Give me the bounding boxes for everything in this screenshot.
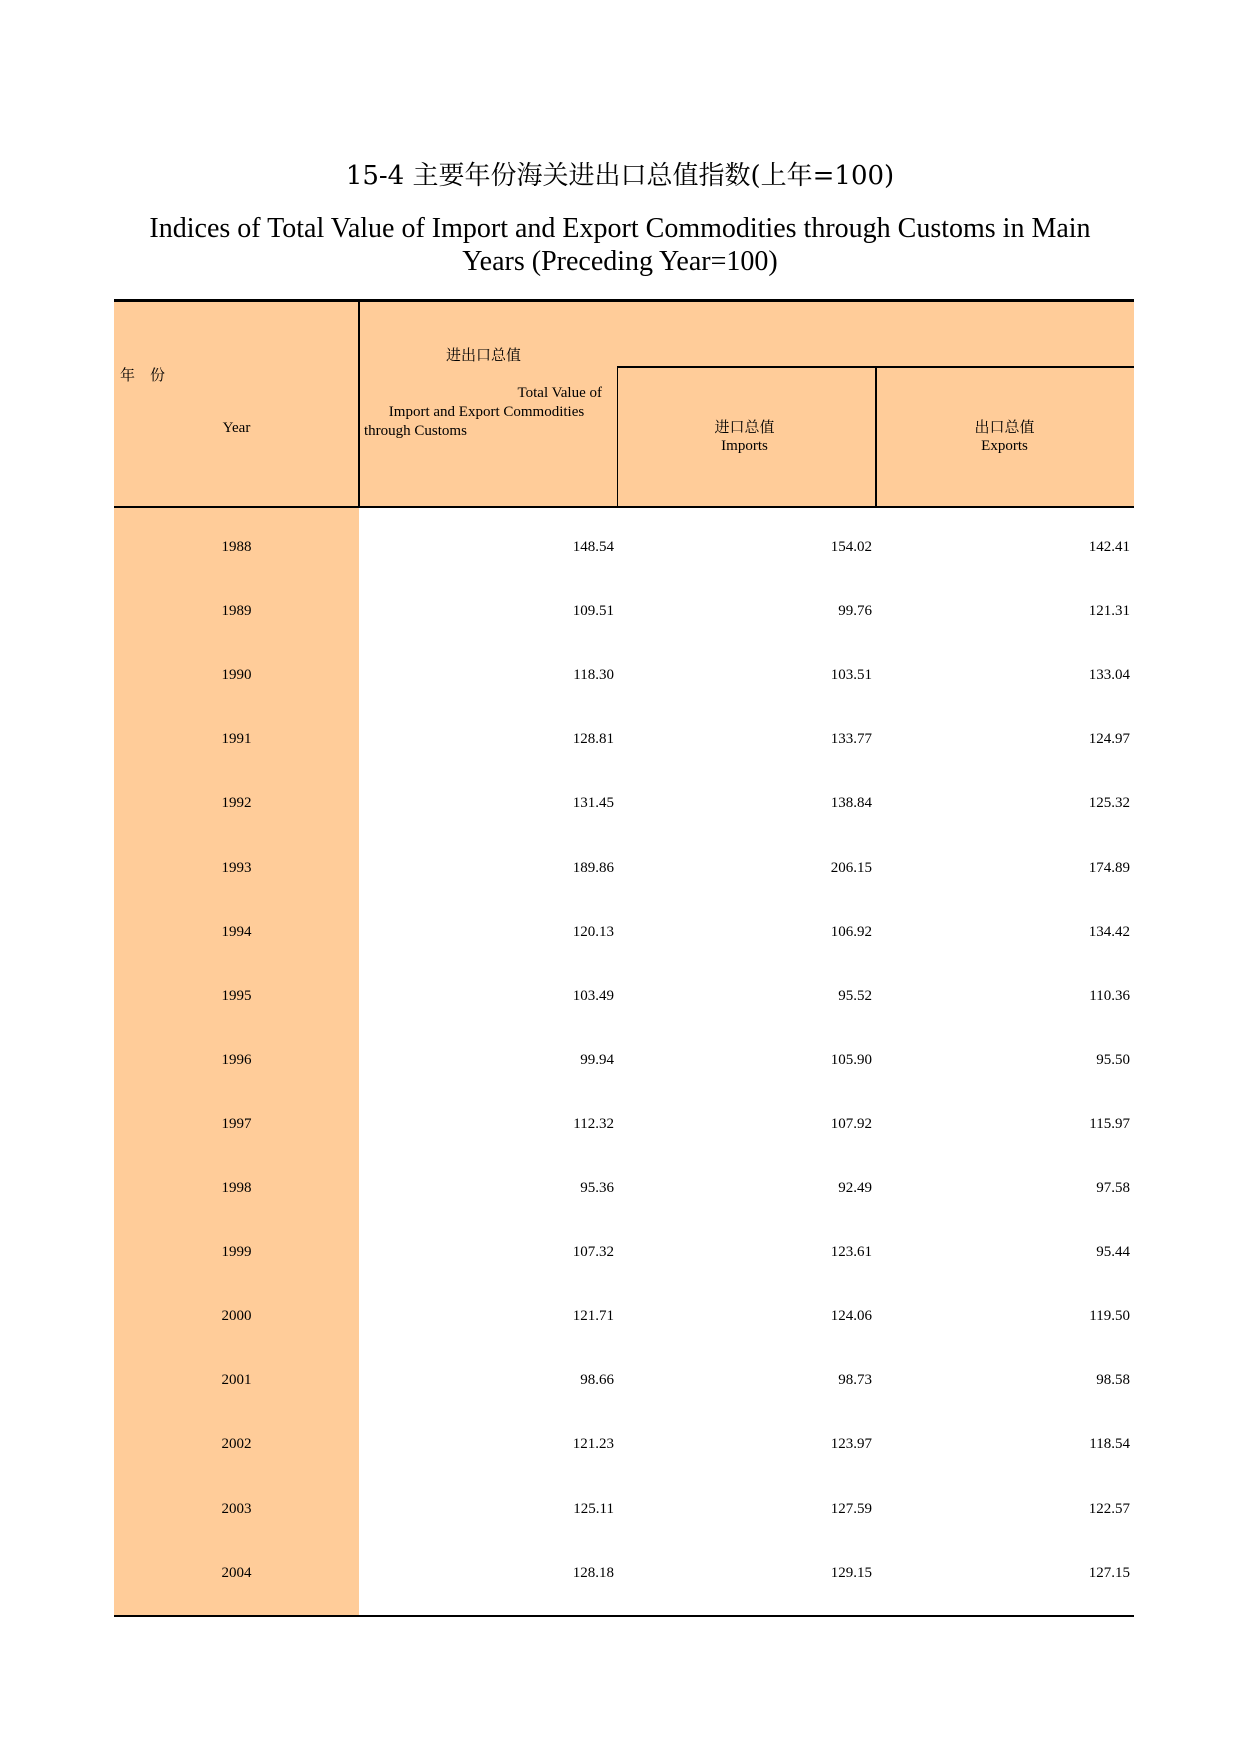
cell-year: 1994 (221, 923, 252, 940)
table-row (114, 1092, 1134, 1156)
cell-year: 2003 (221, 1500, 252, 1517)
cell-exports: 174.89 (1088, 859, 1130, 876)
header-total-en-2: Import and Export Commodities (388, 404, 585, 420)
table-row (114, 964, 1134, 1028)
table-row (114, 1028, 1134, 1092)
table-row (114, 1541, 1134, 1605)
cell-imports: 99.76 (838, 603, 872, 620)
cell-year: 1991 (221, 731, 252, 748)
cell-total: 99.94 (580, 1051, 614, 1068)
header-total-cn: 进出口总值 (446, 348, 522, 364)
cell-year: 2001 (221, 1372, 252, 1389)
cell-exports: 134.42 (1088, 923, 1130, 940)
cell-total: 109.51 (572, 603, 614, 620)
cell-total: 98.66 (580, 1372, 614, 1389)
cell-year: 1997 (221, 1115, 252, 1132)
header-bottom-rule (114, 506, 1134, 508)
cell-imports: 123.97 (830, 1436, 872, 1453)
header-divider-imports (617, 366, 618, 507)
table-row (114, 771, 1134, 835)
cell-total: 148.54 (572, 539, 614, 555)
cell-year: 1989 (221, 603, 252, 620)
cell-exports: 95.44 (1096, 1244, 1130, 1261)
header-imports-en: Imports (721, 438, 768, 454)
cell-imports: 154.02 (830, 539, 872, 555)
cell-total: 107.32 (572, 1244, 614, 1261)
cell-year: 1992 (221, 795, 252, 812)
cell-exports: 142.41 (1088, 539, 1130, 555)
header-total-en-1: Total Value of (517, 385, 602, 401)
cell-total: 128.18 (572, 1564, 614, 1581)
cell-imports: 206.15 (830, 859, 872, 876)
table-row (114, 515, 1134, 579)
header-year-en: Year (222, 420, 251, 436)
page-title-cn: 15-4 主要年份海关进出口总值指数(上年=100) (345, 161, 895, 191)
cell-year: 1995 (221, 987, 252, 1004)
cell-year: 1996 (221, 1051, 252, 1068)
header-divider-year (358, 299, 360, 507)
cell-total: 95.36 (580, 1180, 614, 1196)
cell-total: 189.86 (572, 859, 614, 876)
data-table (114, 299, 1134, 1617)
cell-imports: 124.06 (830, 1308, 872, 1325)
cell-exports: 125.32 (1088, 795, 1130, 812)
top-rule (114, 299, 1134, 302)
cell-exports: 121.31 (1088, 603, 1130, 620)
cell-year: 1998 (221, 1180, 252, 1196)
cell-year: 2000 (221, 1308, 252, 1325)
cell-total: 121.71 (572, 1308, 614, 1325)
cell-total: 112.32 (573, 1115, 614, 1132)
cell-imports: 129.15 (830, 1564, 872, 1581)
cell-total: 118.30 (573, 667, 614, 684)
cell-exports: 98.58 (1096, 1372, 1130, 1389)
table-row (114, 579, 1134, 643)
header-divider-exports (875, 366, 877, 507)
cell-exports: 110.36 (1089, 987, 1130, 1004)
header-total-en-3: through Customs (364, 423, 467, 439)
table-row (114, 1348, 1134, 1412)
cell-imports: 98.73 (838, 1372, 872, 1389)
cell-imports: 103.51 (830, 667, 872, 684)
cell-total: 128.81 (572, 731, 614, 748)
table-row (114, 1477, 1134, 1541)
cell-imports: 106.92 (830, 923, 872, 940)
cell-year: 1990 (221, 667, 252, 684)
cell-imports: 105.90 (830, 1051, 872, 1068)
header-background (114, 299, 1134, 507)
cell-imports: 127.59 (830, 1500, 872, 1517)
cell-exports: 122.57 (1088, 1500, 1130, 1517)
table-row (114, 1156, 1134, 1220)
cell-exports: 95.50 (1096, 1051, 1130, 1068)
cell-imports: 138.84 (830, 795, 872, 812)
page-title-en: Indices of Total Value of Import and Export Commodities through Customs in Main Years (Preceding Year=100) (149, 213, 1091, 277)
cell-year: 1999 (221, 1244, 252, 1261)
table-row (114, 900, 1134, 964)
header-year-cn: 年 份 (120, 368, 166, 384)
table-row (114, 1412, 1134, 1476)
cell-year: 1988 (221, 539, 252, 555)
cell-exports: 115.97 (1089, 1115, 1130, 1132)
cell-total: 103.49 (572, 987, 614, 1004)
cell-exports: 119.50 (1089, 1308, 1130, 1325)
table-row (114, 836, 1134, 900)
cell-exports: 97.58 (1096, 1180, 1130, 1196)
cell-imports: 123.61 (830, 1244, 872, 1261)
table-row (114, 707, 1134, 771)
cell-total: 131.45 (572, 795, 614, 812)
cell-exports: 133.04 (1088, 667, 1130, 684)
header-exports-cn: 出口总值 (974, 420, 1035, 436)
cell-imports: 107.92 (830, 1115, 872, 1132)
cell-year: 2002 (221, 1436, 252, 1453)
cell-imports: 133.77 (830, 731, 872, 748)
bottom-rule (114, 1615, 1134, 1617)
header-imports-cn: 进口总值 (714, 420, 775, 436)
cell-total: 125.11 (573, 1500, 614, 1517)
cell-exports: 124.97 (1088, 731, 1130, 748)
cell-year: 1993 (221, 859, 252, 876)
cell-total: 121.23 (572, 1436, 614, 1453)
table-row (114, 1220, 1134, 1284)
cell-imports: 92.49 (838, 1180, 872, 1196)
cell-exports: 127.15 (1088, 1564, 1130, 1581)
cell-year: 2004 (221, 1564, 252, 1581)
header-exports-en: Exports (981, 438, 1028, 454)
table-row (114, 643, 1134, 707)
cell-exports: 118.54 (1089, 1436, 1130, 1453)
table-row (114, 1284, 1134, 1348)
cell-total: 120.13 (572, 923, 614, 940)
cell-imports: 95.52 (838, 987, 872, 1004)
